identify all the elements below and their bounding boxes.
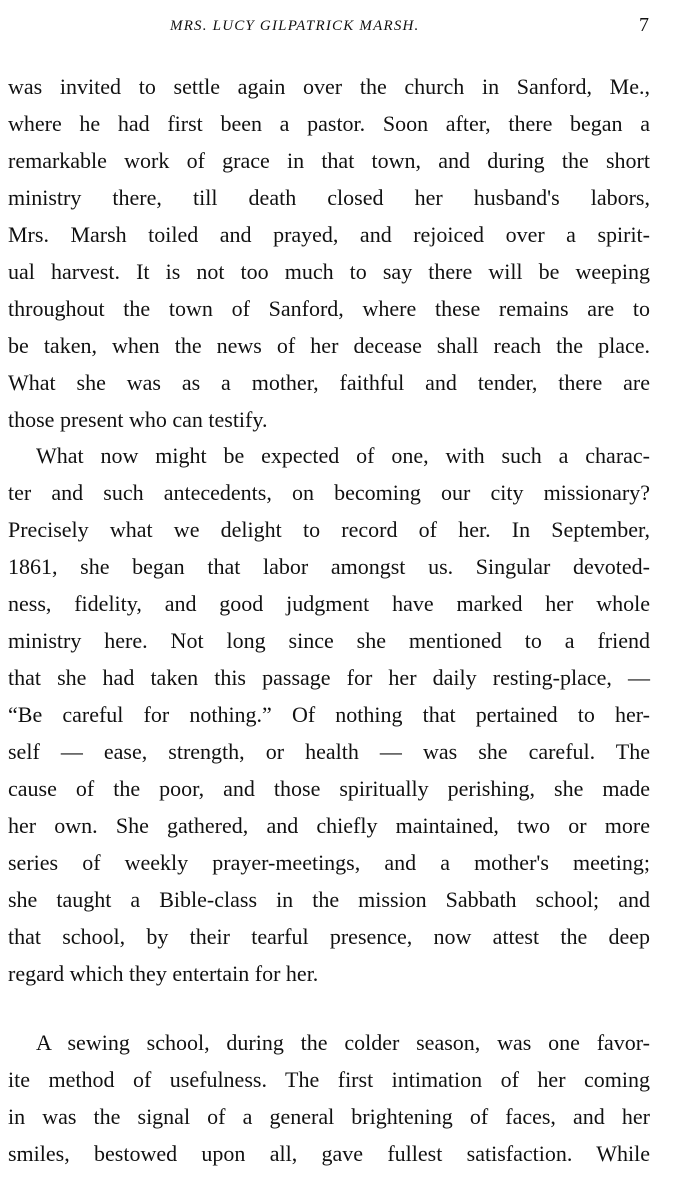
- text-line: A sewing school, during the colder season, was one favor-: [36, 1030, 650, 1055]
- text-line: throughout the town of Sanford, where these remains are to: [8, 296, 650, 321]
- text-line: those present who can testify.: [8, 407, 268, 432]
- text-line: her own. She gathered, and chiefly maintained, two or more: [8, 813, 650, 838]
- text-line: series of weekly prayer-meetings, and a mother's meeting;: [8, 850, 650, 875]
- text-line: self — ease, strength, or health — was she careful. The: [8, 739, 650, 764]
- text-line: What now might be expected of one, with such a charac-: [36, 443, 650, 468]
- text-line: 1861, she began that labor amongst us. Singular devoted-: [8, 554, 650, 579]
- page-number: 7: [639, 14, 649, 36]
- paragraph-1: [8, 68, 650, 438]
- running-head: MRS. LUCY GILPATRICK MARSH.: [170, 18, 420, 34]
- text-line: she taught a Bible-class in the mission Sabbath school; and: [8, 887, 650, 912]
- text-line: Mrs. Marsh toiled and prayed, and rejoiced over a spirit-: [8, 222, 650, 247]
- paragraph-3: [8, 1024, 650, 1172]
- text-line: “Be careful for nothing.” Of nothing that pertained to her-: [8, 702, 650, 727]
- page-header: [0, 14, 687, 44]
- text-line: What she was as a mother, faithful and tender, there are: [8, 370, 650, 395]
- text-line: where he had first been a pastor. Soon after, there began a: [8, 111, 650, 136]
- text-line: regard which they entertain for her.: [8, 961, 319, 986]
- text-line: that school, by their tearful presence, now attest the deep: [8, 924, 650, 949]
- text-line: that she had taken this passage for her daily resting-place, —: [8, 665, 650, 690]
- text-line: Precisely what we delight to record of her. In September,: [8, 517, 650, 542]
- text-line: ministry there, till death closed her husband's labors,: [8, 185, 650, 210]
- text-line: smiles, bestowed upon all, gave fullest satisfaction. While: [8, 1141, 650, 1166]
- text-line: ite method of usefulness. The first intimation of her coming: [8, 1067, 650, 1092]
- paragraph-2: [8, 437, 650, 992]
- text-line: remarkable work of grace in that town, and during the short: [8, 148, 650, 173]
- text-line: ter and such antecedents, on becoming our city missionary?: [8, 480, 650, 505]
- text-line: be taken, when the news of her decease shall reach the place.: [8, 333, 650, 358]
- text-line: in was the signal of a general brightening of faces, and her: [8, 1104, 650, 1129]
- text-line: was invited to settle again over the church in Sanford, Me.,: [8, 74, 650, 99]
- text-line: cause of the poor, and those spiritually perishing, she made: [8, 776, 650, 801]
- text-line: ministry here. Not long since she mentioned to a friend: [8, 628, 650, 653]
- text-line: ual harvest. It is not too much to say there will be weeping: [8, 259, 650, 284]
- text-line: ness, fidelity, and good judgment have marked her whole: [8, 591, 650, 616]
